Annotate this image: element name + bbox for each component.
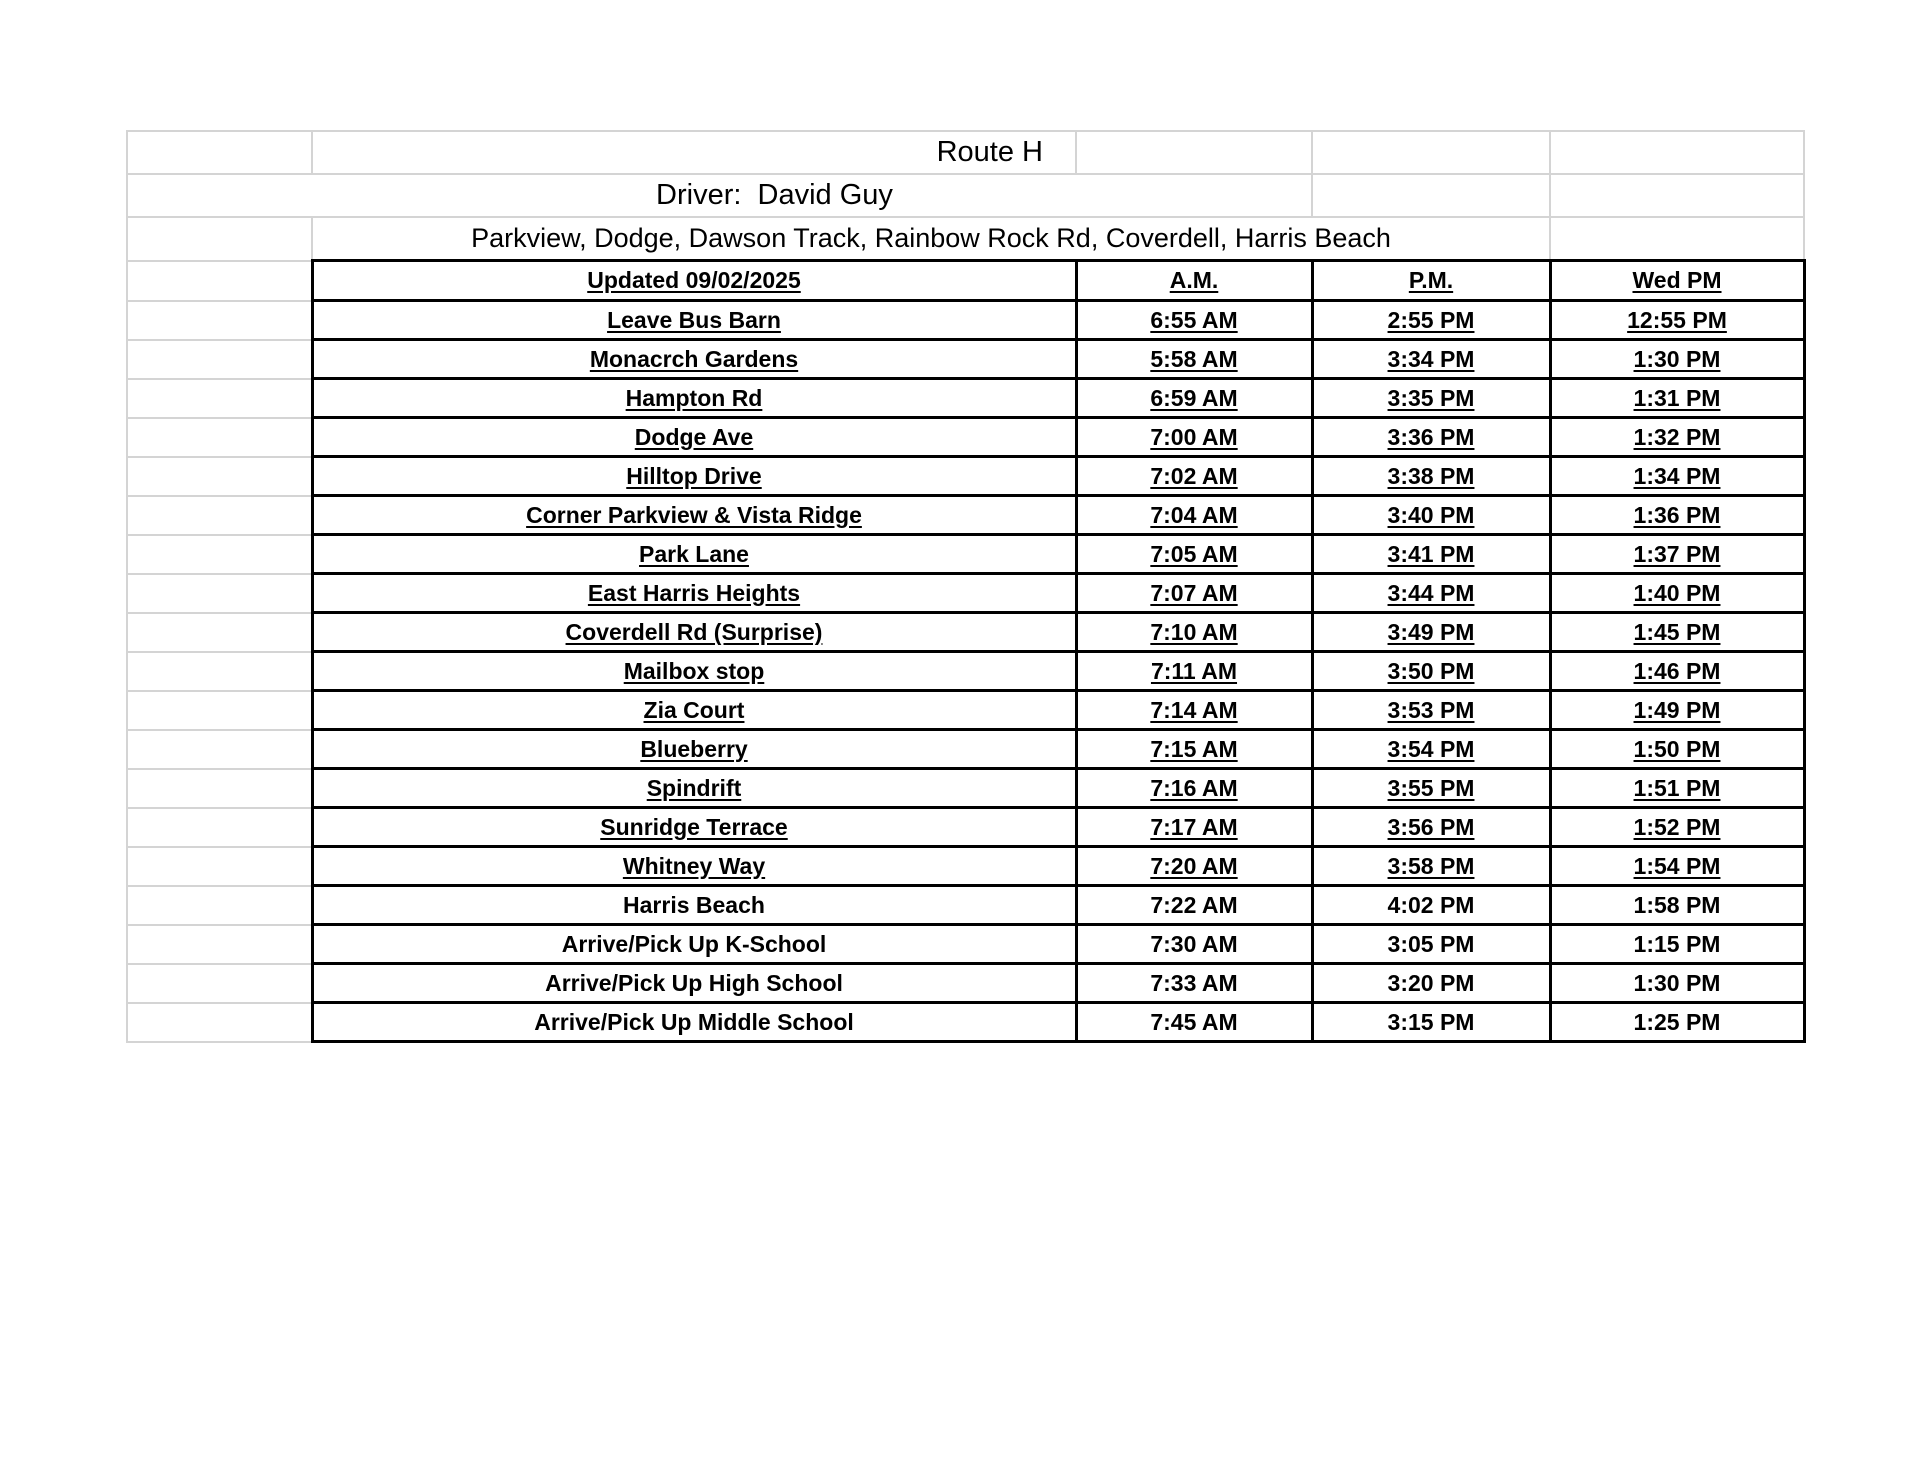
time-cell-am [1076,1003,1312,1042]
time-pm: 4:02 PM [1387,891,1475,918]
time-wed: 1:49 PM [1633,696,1721,723]
time-wed: 1:50 PM [1633,735,1721,762]
time-am: 7:15 AM [1150,735,1238,762]
header-pm [1312,261,1550,301]
time-cell-wed [1550,418,1804,457]
table-row [127,340,1804,379]
stop-name: Corner Parkview & Vista Ridge [526,501,862,528]
areas-cell [312,217,1550,261]
time-cell-pm [1312,613,1550,652]
time-pm: 3:36 PM [1387,423,1475,450]
time-cell-wed [1550,496,1804,535]
empty-cell [127,217,312,261]
stop-name: Whitney Way [622,852,766,879]
empty-cell [127,769,312,808]
time-cell-am [1076,418,1312,457]
time-cell-wed [1550,808,1804,847]
stop-name-cell [312,847,1076,886]
time-am: 6:55 AM [1150,306,1238,333]
time-pm: 3:49 PM [1387,618,1475,645]
table-row [127,769,1804,808]
stop-name-cell [312,808,1076,847]
stop-name: Arrive/Pick Up K-School [561,930,827,957]
time-am: 7:20 AM [1150,852,1238,879]
empty-cell [127,730,312,769]
time-cell-pm [1312,847,1550,886]
time-cell-wed [1550,652,1804,691]
time-cell-pm [1312,457,1550,496]
table-row [127,379,1804,418]
time-am: 7:14 AM [1150,696,1238,723]
empty-cell [127,301,312,340]
stop-name: Harris Beach [623,891,765,918]
time-cell-wed [1550,457,1804,496]
table-row [127,457,1804,496]
time-pm: 3:20 PM [1387,969,1475,996]
header-wed-label: Wed PM [1632,267,1722,293]
time-cell-pm [1312,691,1550,730]
time-pm: 2:55 PM [1387,306,1475,333]
time-wed: 1:36 PM [1633,501,1721,528]
time-am: 7:04 AM [1150,501,1238,528]
time-cell-wed [1550,730,1804,769]
time-cell-pm [1312,730,1550,769]
stop-name: East Harris Heights [587,579,801,606]
time-am: 7:30 AM [1150,930,1238,957]
time-cell-am [1076,613,1312,652]
empty-cell [127,496,312,535]
stop-name: Monacrch Gardens [589,345,799,372]
table-row [127,301,1804,340]
time-pm: 3:38 PM [1387,462,1475,489]
time-cell-pm [1312,808,1550,847]
time-pm: 3:54 PM [1387,735,1475,762]
time-cell-wed [1550,847,1804,886]
empty-cell [127,691,312,730]
time-cell-wed [1550,1003,1804,1042]
driver-name: Driver: David Guy [656,179,893,211]
time-cell-wed [1550,379,1804,418]
table-row [127,1003,1804,1042]
time-am: 7:02 AM [1150,462,1238,489]
time-am: 7:05 AM [1150,540,1238,567]
time-wed: 1:45 PM [1633,618,1721,645]
table-row [127,691,1804,730]
time-wed: 1:30 PM [1633,969,1721,996]
time-pm: 3:40 PM [1387,501,1475,528]
time-wed: 1:32 PM [1633,423,1721,450]
time-cell-wed [1550,574,1804,613]
route-areas: Parkview, Dodge, Dawson Track, Rainbow Rock Rd, Coverdell, Harris Beach [471,223,1391,253]
table-row [127,574,1804,613]
time-cell-am [1076,808,1312,847]
stop-name: Dodge Ave [634,423,754,450]
empty-cell [1550,174,1804,217]
header-stop [312,261,1076,301]
time-cell-am [1076,847,1312,886]
time-wed: 1:52 PM [1633,813,1721,840]
table-row [127,964,1804,1003]
time-wed: 1:15 PM [1633,930,1721,957]
stop-name: Sunridge Terrace [600,813,788,840]
stop-name-cell [312,1003,1076,1042]
time-wed: 1:58 PM [1633,891,1721,918]
time-cell-pm [1312,652,1550,691]
time-wed: 1:54 PM [1633,852,1721,879]
empty-cell [1312,131,1550,174]
stop-name-cell [312,418,1076,457]
stop-name-cell [312,340,1076,379]
stop-name-cell [312,613,1076,652]
time-cell-wed [1550,769,1804,808]
table-row [127,847,1804,886]
time-cell-wed [1550,964,1804,1003]
route-title-cell [312,131,1076,174]
stop-name-cell [312,301,1076,340]
empty-cell [1550,217,1804,261]
table-row [127,730,1804,769]
time-am: 7:00 AM [1150,423,1238,450]
time-cell-wed [1550,613,1804,652]
header-row [127,261,1804,301]
header-pm-label: P.M. [1408,267,1454,293]
time-cell-pm [1312,925,1550,964]
time-cell-wed [1550,691,1804,730]
time-cell-am [1076,301,1312,340]
time-cell-pm [1312,769,1550,808]
empty-cell [127,613,312,652]
time-cell-am [1076,691,1312,730]
table-row [127,886,1804,925]
stop-name: Leave Bus Barn [607,306,781,333]
time-cell-pm [1312,496,1550,535]
time-pm: 3:41 PM [1387,540,1475,567]
time-cell-am [1076,457,1312,496]
empty-cell [1076,131,1312,174]
time-cell-pm [1312,574,1550,613]
empty-cell [127,925,312,964]
table-row [127,496,1804,535]
stop-name: Mailbox stop [623,657,765,684]
table-row [127,535,1804,574]
stop-name-cell [312,574,1076,613]
empty-cell [127,652,312,691]
title-row [127,131,1804,174]
time-am: 7:11 AM [1150,657,1238,684]
stop-name-cell [312,964,1076,1003]
time-cell-am [1076,730,1312,769]
stop-name-cell [312,379,1076,418]
time-cell-am [1076,652,1312,691]
empty-cell [127,535,312,574]
stop-name-cell [312,691,1076,730]
time-am: 5:58 AM [1150,345,1238,372]
time-cell-wed [1550,925,1804,964]
time-cell-pm [1312,886,1550,925]
time-am: 7:07 AM [1150,579,1238,606]
time-am: 7:17 AM [1150,813,1238,840]
stop-name: Spindrift [646,774,742,801]
time-cell-am [1076,886,1312,925]
schedule-table [126,130,1806,1043]
time-pm: 3:34 PM [1387,345,1475,372]
empty-cell [127,379,312,418]
time-cell-wed [1550,301,1804,340]
table-row [127,613,1804,652]
stop-name: Arrive/Pick Up Middle School [534,1008,854,1035]
stop-name: Zia Court [643,696,745,723]
time-wed: 1:30 PM [1633,345,1721,372]
stop-name: Arrive/Pick Up High School [545,969,843,996]
header-am [1076,261,1312,301]
stop-name-cell [312,886,1076,925]
driver-row [127,174,1804,217]
time-am: 7:33 AM [1150,969,1238,996]
time-cell-am [1076,535,1312,574]
empty-cell [127,261,312,301]
time-cell-am [1076,769,1312,808]
stop-name: Hampton Rd [625,384,763,411]
empty-cell [127,574,312,613]
route-schedule-sheet [126,130,1803,1043]
table-row [127,808,1804,847]
stop-name-cell [312,457,1076,496]
time-cell-am [1076,496,1312,535]
time-cell-am [1076,925,1312,964]
time-wed: 1:37 PM [1633,540,1721,567]
stop-name: Hilltop Drive [626,462,762,489]
table-row [127,418,1804,457]
time-wed: 1:25 PM [1633,1008,1721,1035]
empty-cell [127,340,312,379]
stop-name-cell [312,535,1076,574]
stop-name-cell [312,769,1076,808]
time-cell-am [1076,964,1312,1003]
table-row [127,652,1804,691]
time-pm: 3:35 PM [1387,384,1475,411]
time-pm: 3:53 PM [1387,696,1475,723]
empty-cell [127,1003,312,1042]
stop-name-cell [312,925,1076,964]
empty-cell [127,131,312,174]
time-am: 7:22 AM [1150,891,1238,918]
empty-cell [127,418,312,457]
table-row [127,925,1804,964]
time-wed: 1:51 PM [1633,774,1721,801]
empty-cell [127,847,312,886]
time-cell-am [1076,340,1312,379]
time-cell-pm [1312,340,1550,379]
time-cell-wed [1550,886,1804,925]
time-wed: 1:40 PM [1633,579,1721,606]
time-cell-am [1076,574,1312,613]
time-cell-wed [1550,535,1804,574]
header-wed [1550,261,1804,301]
time-cell-pm [1312,535,1550,574]
time-pm: 3:58 PM [1387,852,1475,879]
time-cell-am [1076,379,1312,418]
time-cell-pm [1312,1003,1550,1042]
stop-name-cell [312,496,1076,535]
time-cell-pm [1312,964,1550,1003]
stop-name-cell [312,652,1076,691]
time-pm: 3:50 PM [1387,657,1475,684]
time-cell-wed [1550,340,1804,379]
time-am: 6:59 AM [1150,384,1238,411]
stop-name: Coverdell Rd (Surprise) [565,618,823,645]
time-am: 7:16 AM [1150,774,1238,801]
time-wed: 1:31 PM [1633,384,1721,411]
driver-cell [127,174,1312,217]
time-cell-pm [1312,301,1550,340]
time-wed: 1:34 PM [1633,462,1721,489]
header-am-label: A.M. [1169,267,1219,293]
time-cell-pm [1312,418,1550,457]
time-pm: 3:15 PM [1387,1008,1475,1035]
stop-name: Park Lane [639,540,749,567]
empty-cell [127,457,312,496]
header-stop-label: Updated 09/02/2025 [587,267,801,293]
route-title: Route H [936,136,1043,168]
empty-cell [1312,174,1550,217]
time-am: 7:10 AM [1150,618,1238,645]
time-pm: 3:05 PM [1387,930,1475,957]
areas-row [127,217,1804,261]
time-wed: 1:46 PM [1633,657,1721,684]
time-pm: 3:56 PM [1387,813,1475,840]
time-am: 7:45 AM [1150,1008,1238,1035]
empty-cell [1550,131,1804,174]
time-cell-pm [1312,379,1550,418]
stop-name: Blueberry [640,735,748,762]
empty-cell [127,964,312,1003]
time-pm: 3:44 PM [1387,579,1475,606]
empty-cell [127,808,312,847]
time-wed: 12:55 PM [1627,306,1727,333]
stop-name-cell [312,730,1076,769]
empty-cell [127,886,312,925]
time-pm: 3:55 PM [1387,774,1475,801]
